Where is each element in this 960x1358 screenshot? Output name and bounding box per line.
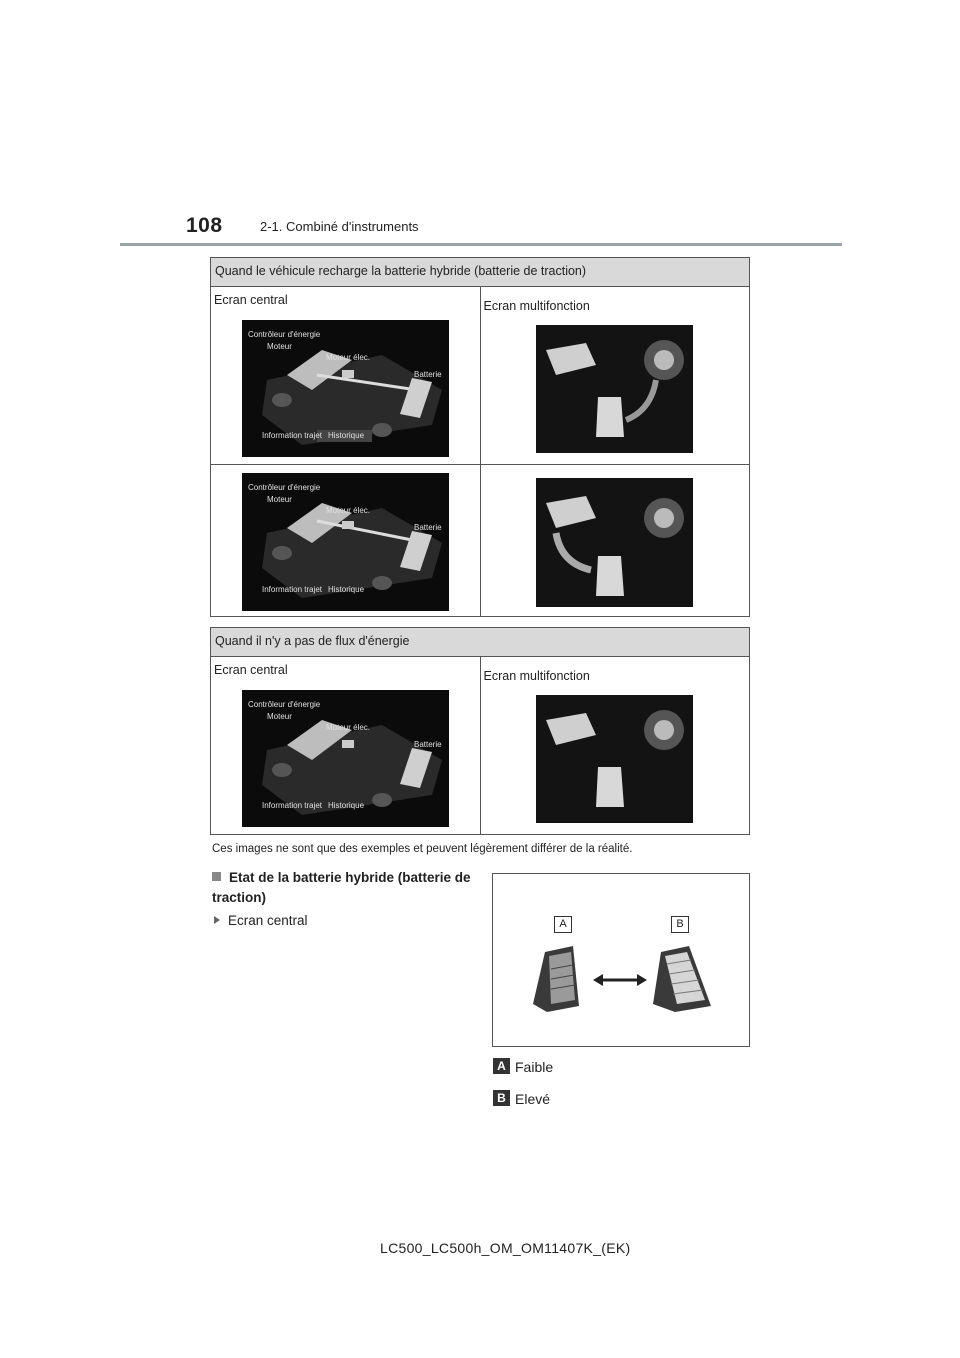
document-code: LC500_LC500h_OM_OM11407K_(EK)	[380, 1240, 631, 1256]
charging-table-header: Quand le véhicule recharge la batterie hybride (batterie de traction)	[211, 258, 750, 287]
no-flow-table	[210, 627, 750, 835]
central-screen-cell	[211, 287, 481, 465]
energy-monitor-image	[242, 320, 449, 457]
central-screen-cell-2	[211, 465, 481, 617]
multi-screen-label: Ecran multifonction	[483, 299, 590, 313]
charging-table	[210, 257, 750, 617]
history-tab[interactable]: Historique	[328, 585, 365, 594]
central-screen-cell-3	[211, 657, 481, 835]
legend-key-a: A	[493, 1058, 510, 1074]
trip-tab[interactable]: Information trajet	[262, 801, 323, 810]
energy-monitor-image-3	[242, 690, 449, 827]
figure-label-b: B	[671, 916, 689, 933]
monitor-title: Contrôleur d'énergie	[248, 700, 321, 709]
monitor-title: Contrôleur d'énergie	[248, 483, 321, 492]
trip-tab[interactable]: Information trajet	[262, 431, 323, 440]
legend-text-b: Elevé	[515, 1091, 551, 1107]
history-tab[interactable]: Historique	[328, 801, 365, 810]
energy-flow-icon	[536, 478, 693, 607]
engine-label: Moteur	[267, 495, 292, 504]
triangle-bullet-icon	[214, 916, 220, 924]
engine-label: Moteur	[267, 712, 292, 721]
multi-screen-cell-3	[480, 657, 750, 835]
battery-label: Batterie	[414, 370, 442, 379]
disclaimer-note: Ces images ne sont que des exemples et peuvent légèrement différer de la réalité.	[212, 843, 633, 855]
multi-display-image-3	[536, 695, 693, 823]
trip-tab[interactable]: Information trajet	[262, 585, 323, 594]
motor-label: Moteur élec.	[326, 723, 371, 732]
multi-display-image	[536, 325, 693, 453]
energy-monitor-image-2	[242, 473, 449, 611]
energy-flow-icon	[536, 695, 693, 823]
central-screen-subheading	[214, 913, 308, 928]
central-screen-label: Ecran central	[214, 293, 288, 307]
battery-label: Batterie	[414, 740, 442, 749]
section-title: 2-1. Combiné d'instruments	[260, 219, 419, 234]
page-number: 108	[186, 214, 223, 237]
monitor-title: Contrôleur d'énergie	[248, 330, 321, 339]
multi-screen-label: Ecran multifonction	[483, 669, 590, 683]
battery-level-figure	[492, 873, 750, 1047]
multi-screen-cell	[480, 287, 750, 465]
central-screen-subheading-text: Ecran central	[228, 913, 308, 928]
legend-text-a: Faible	[515, 1059, 554, 1075]
multi-screen-cell-2	[480, 465, 750, 617]
multi-display-image-2	[536, 478, 693, 607]
central-screen-label: Ecran central	[214, 663, 288, 677]
legend-key-b: B	[493, 1090, 510, 1106]
engine-label: Moteur	[267, 342, 292, 351]
motor-label: Moteur élec.	[326, 353, 371, 362]
battery-label: Batterie	[414, 523, 442, 532]
figure-label-a: A	[554, 916, 572, 933]
battery-state-heading-text: Etat de la batterie hybride (batterie de traction)	[212, 870, 471, 905]
history-tab[interactable]: Historique	[328, 431, 365, 440]
no-flow-table-header: Quand il n'y a pas de flux d'énergie	[211, 628, 750, 657]
square-bullet-icon	[212, 872, 221, 881]
battery-comparison-icon	[493, 874, 749, 1046]
motor-label: Moteur élec.	[326, 506, 371, 515]
energy-flow-icon	[536, 325, 693, 453]
battery-state-heading	[212, 868, 472, 908]
header-rule	[120, 243, 842, 246]
